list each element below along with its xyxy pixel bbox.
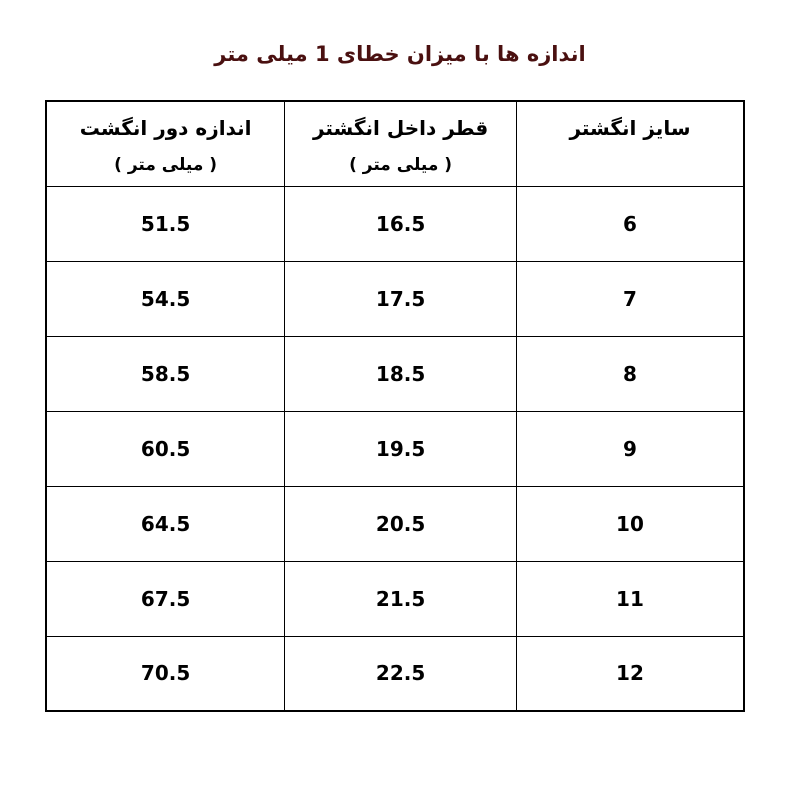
cell-circumference: 70.5 [46, 636, 285, 711]
cell-inner-diameter: 16.5 [285, 186, 517, 261]
cell-ring-size: 12 [516, 636, 744, 711]
header-circumference-label: اندازه دور انگشت [79, 116, 252, 140]
cell-circumference: 58.5 [46, 336, 285, 411]
cell-ring-size: 10 [516, 486, 744, 561]
cell-ring-size: 6 [516, 186, 744, 261]
header-ring-size-label: سایز انگشتر [569, 116, 691, 140]
table-row [46, 336, 744, 411]
ring-size-table [45, 100, 745, 712]
header-inner-diameter [285, 101, 517, 186]
header-ring-size-unit [517, 154, 743, 176]
cell-inner-diameter: 21.5 [285, 561, 517, 636]
table-row [46, 486, 744, 561]
cell-circumference: 67.5 [46, 561, 285, 636]
table-row [46, 561, 744, 636]
cell-circumference: 54.5 [46, 261, 285, 336]
cell-inner-diameter: 22.5 [285, 636, 517, 711]
cell-inner-diameter: 20.5 [285, 486, 517, 561]
table-row [46, 636, 744, 711]
cell-ring-size: 11 [516, 561, 744, 636]
cell-inner-diameter: 17.5 [285, 261, 517, 336]
cell-circumference: 51.5 [46, 186, 285, 261]
cell-circumference: 60.5 [46, 411, 285, 486]
header-circumference [46, 101, 285, 186]
cell-ring-size: 8 [516, 336, 744, 411]
header-inner-diameter-label: قطر داخل انگشتر [312, 116, 489, 140]
cell-inner-diameter: 19.5 [285, 411, 517, 486]
header-circumference-unit: ( میلی متر ) [114, 155, 218, 175]
table-row [46, 186, 744, 261]
table-row [46, 261, 744, 336]
cell-inner-diameter: 18.5 [285, 336, 517, 411]
cell-ring-size: 7 [516, 261, 744, 336]
cell-ring-size: 9 [516, 411, 744, 486]
table-row [46, 411, 744, 486]
page-title: اندازه ها با میزان خطای 1 میلی متر [214, 42, 586, 66]
header-ring-size [516, 101, 744, 186]
cell-circumference: 64.5 [46, 486, 285, 561]
header-inner-diameter-unit: ( میلی متر ) [349, 155, 453, 175]
table-header-row [46, 101, 744, 186]
